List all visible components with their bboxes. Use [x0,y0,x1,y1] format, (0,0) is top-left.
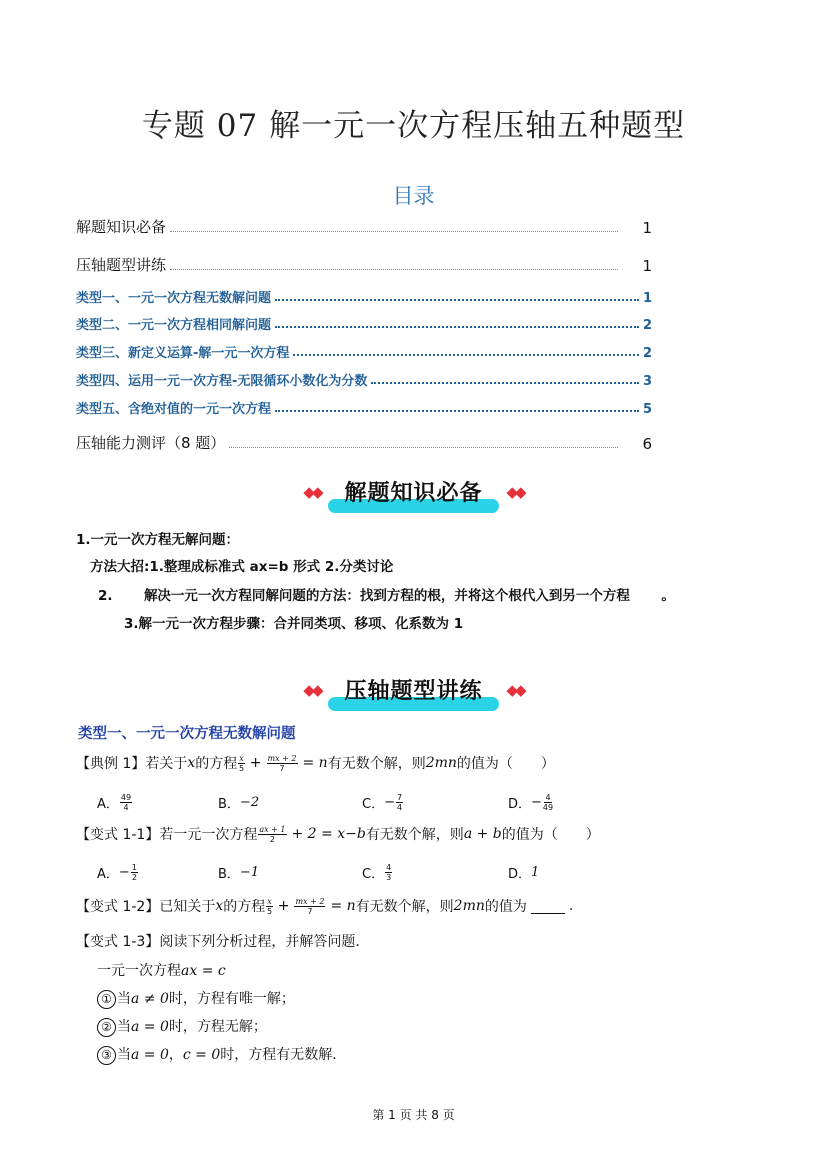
math-expression: a = 0 [131,1019,169,1035]
toc-leader [275,409,639,412]
question-text: 已知关于 [159,899,216,915]
analysis-text: 时，方程无解； [168,1019,267,1035]
fraction-numerator: ax + 1 [259,824,286,834]
toc-entry-label: 类型五、含绝对值的一元一次方程 [76,402,272,417]
diamond-icon: ◆◆ [303,482,321,501]
option-sign: − [118,864,130,880]
option-letter: C． [362,796,385,812]
example-1-options [97,790,677,814]
toc-entry-page: 2 [642,346,652,361]
toc-entry-page: 6 [642,435,652,453]
analysis-text: 当 [117,991,131,1007]
question-text: 的方程 [195,756,238,772]
question-text: 的值为 [484,899,527,915]
page-footer: 第 1 页 共 8 页 [372,1108,455,1122]
fraction-denominator: 7 [307,906,313,916]
fraction [258,825,286,844]
fraction-denominator: 7 [279,763,285,773]
knowledge-point-2 [98,584,675,604]
circled-number: ② [97,1018,116,1037]
toc-entry[interactable] [76,216,652,237]
fraction-numerator: mx + 2 [267,753,297,763]
analysis-text: 一元一次方程 [97,963,181,979]
fraction [120,793,132,812]
question-text: 阅读下列分析过程，并解答问题． [159,934,370,950]
fraction [385,863,392,882]
option-letter: C． [362,866,385,882]
fraction-numerator: 49 [120,792,132,802]
fraction [131,863,138,882]
question-tag: 【变式 1-2】 [76,899,160,915]
fraction [294,897,325,916]
math-expression: + 2 = x−b [291,826,366,842]
question-tag: 【典例 1】 [76,756,146,772]
analysis-text: 时，方程有唯一解； [168,991,295,1007]
math-var: x [187,755,196,771]
analysis-line-3 [97,1016,267,1037]
toc-entry[interactable] [76,342,652,361]
analysis-text: ， [168,1047,183,1063]
option-letter: D． [508,796,532,812]
toc-leader [371,381,639,384]
option-value: 1 [531,864,540,880]
fraction-denominator: 2 [269,834,275,844]
toc-entry-page: 1 [642,291,652,306]
math-operator: + [277,898,290,914]
option-a[interactable] [97,793,133,812]
question-text: 的值为（ ） [456,756,555,772]
banner-label: 解题知识必备 [328,473,498,510]
math-expression: c = 0 [182,1047,221,1063]
fraction-numerator: x [239,753,244,763]
math-expression: = n [330,898,356,914]
question-tag: 【变式 1-3】 [76,934,160,950]
option-d[interactable] [508,793,554,812]
variant-1-3-question [76,931,369,951]
fraction-denominator: 3 [386,872,392,882]
question-text: 若一元一次方程 [159,827,258,843]
variant-1-1-options [97,860,677,884]
option-d[interactable] [508,863,539,882]
toc-entry-page: 1 [642,219,652,237]
analysis-line-2 [97,988,295,1009]
option-value: −1 [239,864,260,880]
toc-entry-label: 压轴题型讲练 [76,256,167,274]
math-operator: + [249,755,262,771]
question-text: . [568,898,574,914]
toc-entry-label: 解题知识必备 [76,218,167,236]
fraction-denominator: 4 [123,802,129,812]
toc-leader [170,268,618,270]
toc-entry-page: 1 [642,257,652,275]
fraction-denominator: 5 [266,906,273,916]
option-b[interactable] [218,863,259,882]
toc-entry-label: 类型四、运用一元一次方程-无限循环小数化为分数 [76,374,368,389]
toc-entry[interactable] [76,370,652,389]
option-letter: A． [97,796,119,812]
question-tag: 【变式 1-1】 [76,827,160,843]
knowledge-method: 方法大招:1.整理成标准式 ax=b 形式 2.分类讨论 [90,559,394,575]
knowledge-point-3: 3.解一元一次方程步骤：合并同类项、移项、化系数为 1 [124,616,464,632]
fraction-denominator: 49 [542,802,554,812]
toc-entry[interactable] [76,287,652,306]
toc-leader [229,446,618,448]
fraction-denominator: 4 [396,802,403,812]
fraction [238,754,245,773]
toc-entry[interactable] [76,314,652,333]
toc-entry-label: 类型三、新定义运算-解一元一次方程 [76,346,290,361]
section-type-one-title: 类型一、一元一次方程无数解问题 [78,726,296,742]
option-c[interactable] [362,863,393,882]
option-value: −2 [239,794,260,810]
math-var: x [215,898,224,914]
math-expression: ax = c [181,963,226,979]
question-text: 的方程 [223,899,266,915]
fraction-denominator: 2 [131,872,137,882]
diamond-icon: ◆◆ [506,482,524,501]
diamond-icon: ◆◆ [506,680,524,699]
example-1-question [76,753,555,773]
toc-entry-page: 5 [642,402,652,417]
math-expression: a = 0 [131,1047,169,1063]
knowledge-point-2-text: 解决一元一次方程同解问题的方法：找到方程的根，并将这个根代入到另一个方程 [143,588,630,604]
math-expression: = n [302,755,328,771]
toc-entry-label: 类型二、一元一次方程相同解问题 [76,318,272,333]
fraction [396,793,403,812]
toc-leader [275,298,639,301]
option-letter: B． [218,866,240,882]
variant-1-1-question [76,824,600,844]
toc-entry-page: 2 [642,318,652,333]
option-b[interactable] [218,793,259,812]
fraction-numerator: 7 [396,792,403,802]
toc-entry[interactable] [76,432,652,453]
option-c[interactable] [362,793,404,812]
fraction-denominator: 5 [238,763,245,773]
variant-1-2-question [76,896,573,916]
circled-number: ① [97,990,116,1009]
section-banner-knowledge [0,473,827,510]
fraction-numerator: x [267,896,272,906]
fraction [266,897,273,916]
toc-entry-page: 3 [642,374,652,389]
question-text: 有无数个解，则 [355,899,454,915]
question-text: 有无数个解，则 [365,827,464,843]
fraction-numerator: 4 [386,862,392,872]
math-var: 2mn [453,898,485,914]
toc-entry-label: 类型一、一元一次方程无数解问题 [76,291,272,306]
toc-entry[interactable] [76,254,652,275]
option-sign: − [531,794,542,810]
toc-leader [275,325,639,328]
knowledge-point-2-end: 。 [661,588,675,604]
toc-leader [293,353,639,356]
question-text: 的值为（ ） [501,827,600,843]
fraction-numerator: 4 [545,792,551,802]
banner-label: 压轴题型讲练 [328,671,498,708]
fraction [543,793,553,812]
question-text: 有无数个解，则 [327,756,426,772]
fraction-numerator: mx + 2 [295,896,325,906]
toc-heading: 目录 [392,184,435,208]
circled-number: ③ [97,1046,116,1065]
page-title: 专题 07 解一元一次方程压轴五种题型 [141,108,686,144]
option-letter: D． [508,866,532,882]
toc-entry[interactable] [76,398,652,417]
analysis-line-4 [97,1044,346,1065]
option-a[interactable] [97,863,139,882]
analysis-text: 当 [117,1019,131,1035]
toc-leader [170,230,618,232]
analysis-text: 时，方程有无数解． [220,1047,347,1063]
analysis-line-1 [97,960,226,980]
option-letter: B． [218,796,240,812]
fraction [267,754,298,773]
diamond-icon: ◆◆ [303,680,321,699]
math-var: 2mn [425,755,457,771]
question-text: 若关于 [145,756,188,772]
section-banner-practice [0,671,827,708]
answer-blank[interactable] [531,899,565,914]
option-letter: A． [97,866,119,882]
knowledge-point-1: 1.一元一次方程无解问题： [76,532,240,548]
fraction-numerator: 1 [131,862,137,872]
math-expression: a ≠ 0 [131,991,169,1007]
option-sign: − [384,794,395,810]
toc-entry-label: 压轴能力测评（8 题） [76,434,226,452]
analysis-text: 当 [117,1047,131,1063]
math-expression: a + b [463,826,502,842]
knowledge-point-2-number: 2. [98,588,113,604]
